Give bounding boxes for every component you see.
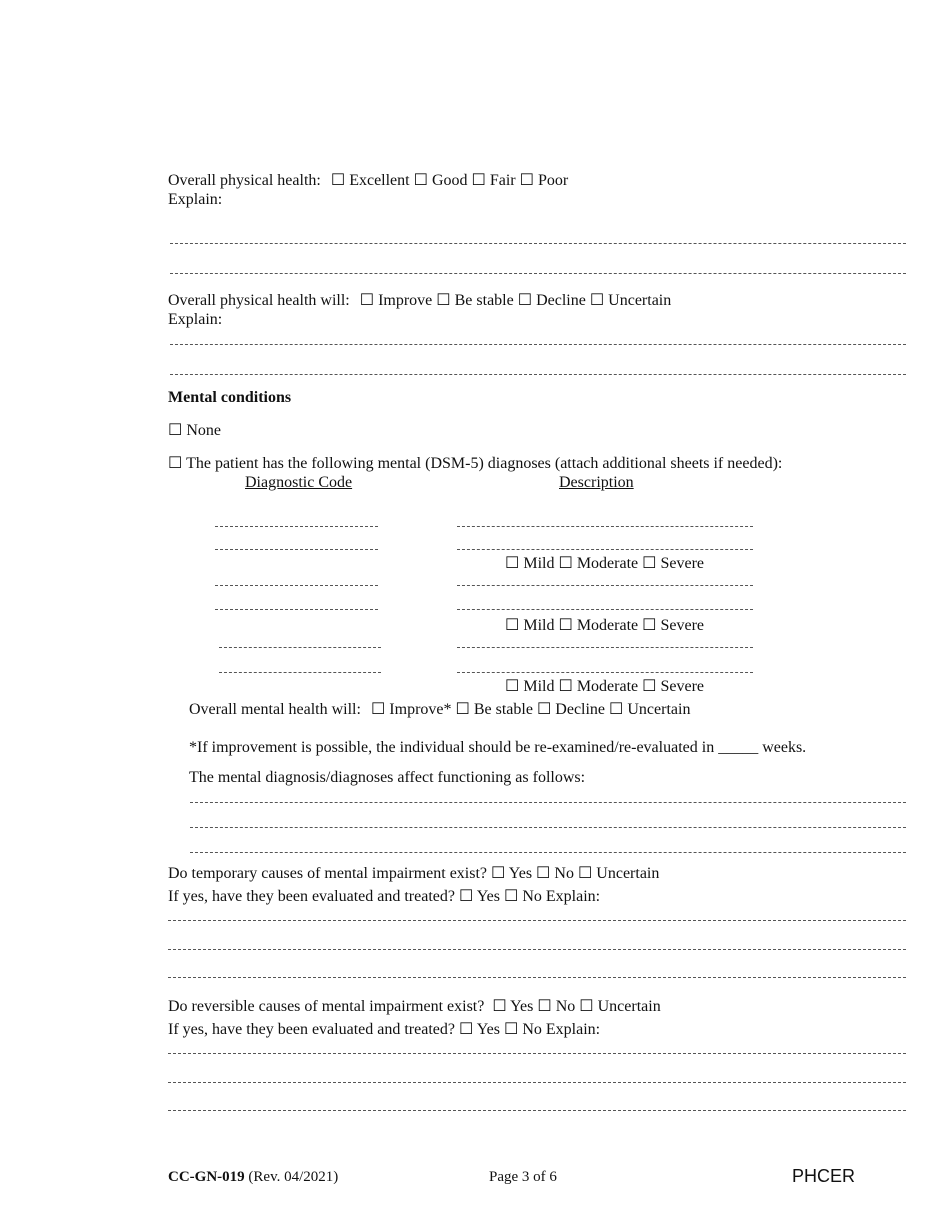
reversible-treated-yes-label: Yes xyxy=(476,1021,500,1038)
checkbox-fair[interactable]: ☐ xyxy=(471,172,486,189)
reexam-suffix: weeks. xyxy=(762,739,807,756)
diagnosis-3-code-line-2[interactable] xyxy=(219,672,381,673)
temporary-explain-line-3[interactable] xyxy=(168,977,906,978)
checkbox-reversible-treated-yes[interactable]: ☐ xyxy=(458,1021,474,1038)
checkbox-improve[interactable]: ☐ xyxy=(359,292,375,309)
mental-uncertain-label: Uncertain xyxy=(627,701,691,718)
checkbox-excellent[interactable]: ☐ xyxy=(330,172,346,189)
checkbox-uncertain[interactable]: ☐ xyxy=(589,292,605,309)
mental-none-label: None xyxy=(186,422,221,439)
reversible-explain-line-2[interactable] xyxy=(168,1082,906,1083)
checkbox-d2-severe[interactable]: ☐ xyxy=(642,617,657,634)
d1-mild-label: Mild xyxy=(523,555,555,572)
functioning-line-1[interactable] xyxy=(190,802,906,803)
checkbox-temporary-no[interactable]: ☐ xyxy=(536,865,551,882)
checkbox-d3-moderate[interactable]: ☐ xyxy=(558,678,573,695)
mental-diagnoses-label: The patient has the following mental (DSM-5) diagnoses (attach additional sheets if needed): xyxy=(186,455,783,472)
physical-health-explain-line-1[interactable] xyxy=(170,243,906,244)
option-poor: Poor xyxy=(537,172,569,189)
physical-health-explain-line-2[interactable] xyxy=(170,273,906,274)
temporary-yes-label: Yes xyxy=(508,865,533,882)
reversible-followup-row xyxy=(168,1019,600,1039)
option-fair: Fair xyxy=(489,172,516,189)
checkbox-reversible-no[interactable]: ☐ xyxy=(537,998,552,1015)
diagnosis-3-code-line-1[interactable] xyxy=(219,647,381,648)
reversible-no-label: No xyxy=(555,998,576,1015)
checkbox-mental-improve[interactable]: ☐ xyxy=(370,701,386,718)
reversible-explain-label: Explain: xyxy=(545,1021,601,1038)
checkbox-reversible-uncertain[interactable]: ☐ xyxy=(579,998,594,1015)
checkbox-d1-severe[interactable]: ☐ xyxy=(642,555,657,572)
diagnosis-1-code-line-1[interactable] xyxy=(215,526,378,527)
d2-mild-label: Mild xyxy=(523,617,555,634)
mental-trend-label: Overall mental health will: xyxy=(189,701,361,718)
option-improve: Improve xyxy=(378,292,433,309)
checkbox-poor[interactable]: ☐ xyxy=(519,172,534,189)
temporary-explain-line-1[interactable] xyxy=(168,920,906,921)
d2-severe-label: Severe xyxy=(660,617,704,634)
diagnosis-2-desc-line-1[interactable] xyxy=(457,585,753,586)
checkbox-mental-diagnoses[interactable]: ☐ xyxy=(168,455,183,472)
mental-decline-label: Decline xyxy=(555,701,606,718)
diagnosis-2-desc-line-2[interactable] xyxy=(457,609,753,610)
d3-severe-label: Severe xyxy=(660,678,704,695)
mental-be-stable-label: Be stable xyxy=(473,701,533,718)
temporary-row xyxy=(168,863,659,883)
footer-agency: PHCER xyxy=(792,1166,856,1186)
reversible-yes-label: Yes xyxy=(510,998,534,1015)
mental-improve-label: Improve* xyxy=(389,701,452,718)
reversible-explain-line-3[interactable] xyxy=(168,1110,906,1111)
checkbox-d1-moderate[interactable]: ☐ xyxy=(558,555,573,572)
d3-moderate-label: Moderate xyxy=(576,678,639,695)
functioning-line-3[interactable] xyxy=(190,852,906,853)
temporary-uncertain-label: Uncertain xyxy=(596,865,660,882)
checkbox-temporary-treated-yes[interactable]: ☐ xyxy=(458,888,474,905)
physical-health-row xyxy=(168,170,568,190)
footer-form-id xyxy=(168,1169,338,1186)
diagnosis-1-desc-line-2[interactable] xyxy=(457,549,753,550)
option-be-stable: Be stable xyxy=(454,292,514,309)
temporary-followup-row xyxy=(168,886,600,906)
diagnosis-3-severity xyxy=(505,676,704,696)
mental-heading xyxy=(168,389,291,407)
mental-heading-text: Mental conditions xyxy=(168,389,292,406)
checkbox-d2-moderate[interactable]: ☐ xyxy=(558,617,573,634)
reversible-explain-line-1[interactable] xyxy=(168,1053,906,1054)
d1-moderate-label: Moderate xyxy=(576,555,639,572)
reversible-treated-no-label: No xyxy=(522,1021,542,1038)
reexam-weeks-blank[interactable]: _____ xyxy=(718,739,759,756)
checkbox-mental-be-stable[interactable]: ☐ xyxy=(455,701,470,718)
physical-health-explain-label: Explain: xyxy=(168,191,223,208)
physical-trend-label: Overall physical health will: xyxy=(168,292,350,309)
checkbox-mental-decline[interactable]: ☐ xyxy=(536,701,552,718)
option-uncertain: Uncertain xyxy=(608,292,672,309)
col-diagnostic-code: Diagnostic Code xyxy=(245,474,353,491)
option-good: Good xyxy=(431,172,468,189)
checkbox-good[interactable]: ☐ xyxy=(413,172,428,189)
footer-revision: (Rev. 04/2021) xyxy=(248,1169,339,1185)
d2-moderate-label: Moderate xyxy=(576,617,639,634)
checkbox-temporary-uncertain[interactable]: ☐ xyxy=(577,865,593,882)
reversible-question: Do reversible causes of mental impairment exist? xyxy=(168,998,485,1015)
d3-mild-label: Mild xyxy=(523,678,555,695)
checkbox-d3-mild[interactable]: ☐ xyxy=(505,678,520,695)
physical-trend-explain-line-1[interactable] xyxy=(170,344,906,345)
checkbox-temporary-treated-no[interactable]: ☐ xyxy=(504,888,519,905)
diagnosis-2-severity xyxy=(505,615,704,635)
physical-trend-row xyxy=(168,290,671,310)
checkbox-be-stable[interactable]: ☐ xyxy=(436,292,451,309)
checkbox-temporary-yes[interactable]: ☐ xyxy=(491,865,506,882)
diagnosis-2-code-line-1[interactable] xyxy=(215,585,378,586)
reversible-uncertain-label: Uncertain xyxy=(597,998,661,1015)
physical-trend-explain-line-2[interactable] xyxy=(170,374,906,375)
mental-diagnoses-row xyxy=(168,453,782,473)
reexam-prefix: *If improvement is possible, the individual should be re-examined/re-evaluated in xyxy=(189,739,715,756)
diagnosis-2-code-line-2[interactable] xyxy=(215,609,378,610)
footer-form-code: CC-GN-019 xyxy=(168,1169,245,1185)
option-excellent: Excellent xyxy=(349,172,410,189)
checkbox-d2-mild[interactable]: ☐ xyxy=(505,617,520,634)
checkbox-d1-mild[interactable]: ☐ xyxy=(505,555,520,572)
option-decline: Decline xyxy=(536,292,586,309)
checkbox-mental-uncertain[interactable]: ☐ xyxy=(609,701,624,718)
checkbox-mental-none[interactable]: ☐ xyxy=(168,422,183,439)
checkbox-d3-severe[interactable]: ☐ xyxy=(642,678,657,695)
temporary-explain-label: Explain: xyxy=(545,888,601,905)
diagnosis-1-severity xyxy=(505,553,704,573)
temporary-treated-no-label: No xyxy=(522,888,542,905)
reversible-followup: If yes, have they been evaluated and treated? xyxy=(168,1021,455,1038)
mental-trend-row xyxy=(189,699,690,719)
temporary-explain-line-2[interactable] xyxy=(168,949,906,950)
d1-severe-label: Severe xyxy=(660,555,704,572)
footer-page-number: Page 3 of 6 xyxy=(489,1169,557,1185)
temporary-question: Do temporary causes of mental impairment exist? xyxy=(168,865,488,882)
diagnosis-1-desc-line-1[interactable] xyxy=(457,526,753,527)
temporary-no-label: No xyxy=(554,865,574,882)
functioning-line-2[interactable] xyxy=(190,827,906,828)
diagnosis-1-code-line-2[interactable] xyxy=(215,549,378,550)
checkbox-decline[interactable]: ☐ xyxy=(517,292,533,309)
diagnosis-3-desc-line-1[interactable] xyxy=(457,647,753,648)
physical-trend-explain-label: Explain: xyxy=(168,311,223,328)
temporary-followup: If yes, have they been evaluated and treated? xyxy=(168,888,455,905)
diagnosis-3-desc-line-2[interactable] xyxy=(457,672,753,673)
reexam-row xyxy=(189,739,806,757)
functioning-label: The mental diagnosis/diagnoses affect functioning as follows: xyxy=(189,769,586,786)
checkbox-reversible-yes[interactable]: ☐ xyxy=(492,998,507,1015)
col-description: Description xyxy=(559,474,634,491)
physical-health-label: Overall physical health: xyxy=(168,172,321,189)
mental-none-row xyxy=(168,420,221,440)
checkbox-reversible-treated-no[interactable]: ☐ xyxy=(504,1021,519,1038)
temporary-treated-yes-label: Yes xyxy=(476,888,500,905)
reversible-row xyxy=(168,996,661,1016)
